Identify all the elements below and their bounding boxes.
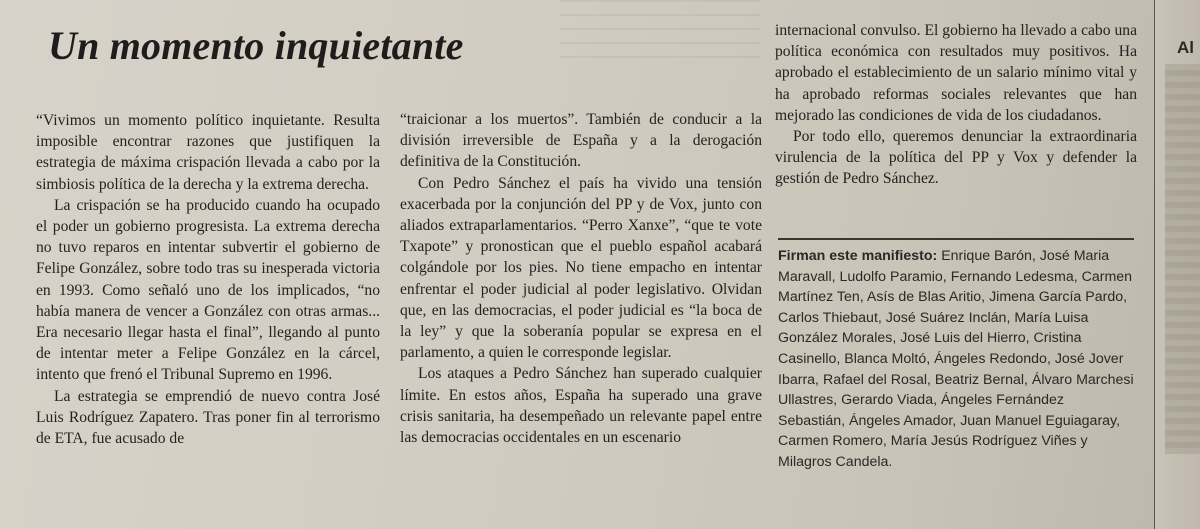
paragraph: internacional convulso. El gobierno ha llevado a cabo una política económica con resultados muy positivos. Ha aprobado el establecimiento de un salario mínimo vital y ha aprobado reformas sociales relevantes que han mejorado las condiciones de vida de los ciudadanos. — [775, 22, 1137, 124]
signatories-lead: Firman este manifiesto: — [778, 248, 938, 264]
paragraph: Los ataques a Pedro Sánchez han superado cualquier límite. En estos años, España ha superado una grave crisis sanitaria, ha desempeñado un relevante papel entre las democracias occidentales en un escenario — [400, 365, 762, 447]
adjacent-photo — [1165, 64, 1200, 454]
paragraph: La crispación se ha producido cuando ha ocupado el poder un gobierno progresista. La extrema derecha no tuvo reparos en intentar subvertir el gobierno de Felipe González, sobre todo tras su inesperada victoria en 1993. Como señaló uno de los implicados, “no había manera de vencer a González con otras armas... Era necesario llegar hasta el final”, llegando al punto de intentar meter a Felipe González en la cárcel, intento que frenó el Tribunal Supremo en 1996. — [36, 196, 380, 384]
adjacent-headline-fragment: Al — [1177, 38, 1194, 57]
paragraph: La estrategia se emprendió de nuevo contra José Luis Rodríguez Zapatero. Tras poner fin al terrorismo de ETA, fue acusado de — [36, 387, 380, 448]
section-divider — [778, 238, 1134, 240]
headline: Un momento inquietante — [48, 23, 464, 68]
paragraph: Por todo ello, queremos denunciar la extraordinaria virulencia de la política del PP y Vox y defender la gestión de Pedro Sánchez. — [775, 128, 1137, 188]
article-column-2 — [400, 109, 762, 448]
article-column-3 — [775, 20, 1137, 190]
paragraph: “traicionar a los muertos”. También de conducir a la división irreversible de España y a la derogación definitiva de la Constitución. — [400, 111, 762, 171]
signatories-names: Enrique Barón, José Maria Maravall, Ludolfo Paramio, Fernando Ledesma, Carmen Martínez Ten, Asís de Blas Aritio, Jimena García Pardo, Carlos Thiebaut, José Suárez Inclán, María Luisa González Morales, José Luis del Hierro, Cristina Casinello, Blanca Moltó, Ángeles Redondo, José Jover Ibarra, Rafael del Rosal, Beatriz Bernal, Álvaro Marchesi Ullastres, Gerardo Viada, Ángeles Fernández Sebastián, Ángeles Amador, Juan Manuel Eguiagaray, Carmen Romero, María Jesús Rodríguez Viñes y Milagros Candela. — [778, 248, 1134, 470]
article-column-1 — [36, 110, 380, 449]
paragraph: Con Pedro Sánchez el país ha vivido una tensión exacerbada por la conjunción del PP y de Vox, junto con aliados extraparlamentarios. “Perro Xanxe”, “que te vote Txapote” y pronostican que el pueblo español acabará colgándole por los pies. No tiene empacho en intentar enfrentar el poder judicial al poder legislativo. Olvidan que, en las democracias, el poder judicial es “la boca de la ley” y que la soberanía popular se expresa en el parlamento, a quien le corresponde legislar. — [400, 174, 762, 362]
adjacent-page-edge — [1154, 0, 1200, 529]
paragraph: “Vivimos un momento político inquietante. Resulta imposible encontrar razones que justifiquen la estrategia de máxima crispación llevada a cabo por la simbiosis política de la derecha y la extrema derecha. — [36, 112, 380, 193]
signatories-block — [778, 246, 1134, 473]
show-through-text — [560, 0, 760, 70]
